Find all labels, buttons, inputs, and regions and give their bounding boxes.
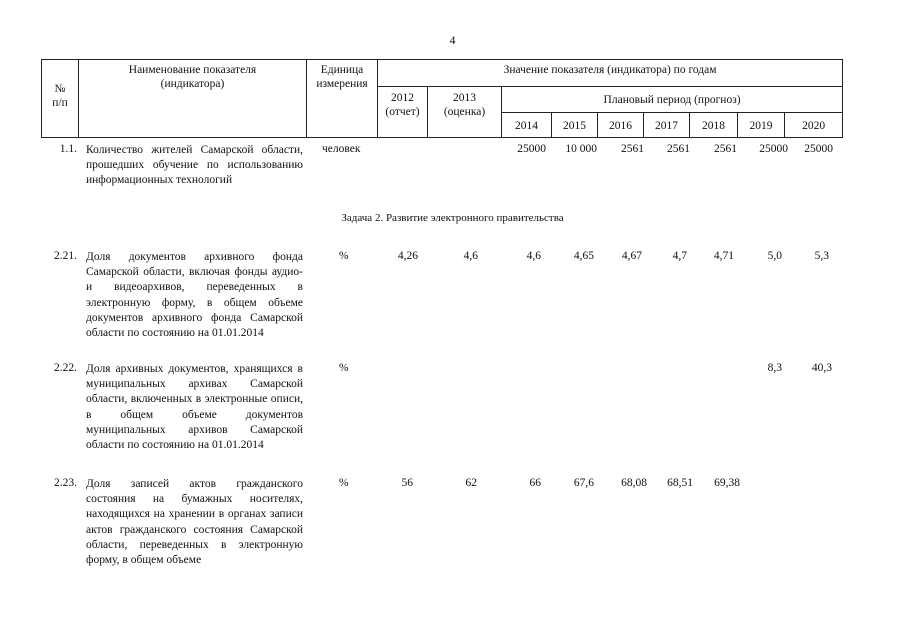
row-value-2019: 8,3 xyxy=(767,362,782,374)
row-code: 2.23. xyxy=(54,477,77,489)
header-year-2013: 2013 (оценка) xyxy=(428,87,502,138)
row-value-2020: 40,3 xyxy=(811,362,832,374)
row-name: Доля архивных документов, хранящихся в муниципальных архивах Самарской области, включенных в электронные описи, в общем объеме документов муниципальных архивов Самарской области по состоянию на 01.01.2014 xyxy=(86,363,303,452)
section-title: Задача 2. Развитие электронного правительства xyxy=(341,212,564,224)
page-number: 4 xyxy=(449,33,456,47)
row-value-2016: 68,08 xyxy=(621,477,647,489)
header-values-by-year: Значение показателя (индикатора) по годам xyxy=(378,60,843,87)
row-value-2013: 4,6 xyxy=(463,250,478,262)
row-value-2019: 5,0 xyxy=(767,250,782,262)
row-value-2017: 2561 xyxy=(667,143,690,155)
row-value-2012: 56 xyxy=(401,477,413,489)
row-value-2016: 2561 xyxy=(621,143,644,155)
header-year: 2014 xyxy=(502,113,552,138)
row-value-2013: 62 xyxy=(465,477,477,489)
header-no: № п/п xyxy=(42,60,79,138)
header-unit: Единица измерения xyxy=(307,60,378,138)
row-unit: % xyxy=(339,362,349,374)
row-name: Доля документов архивного фонда Самарской области, включая фонды аудио- и видеоархивов, переведенных в электронную форму, в общем объеме документов архивного фонда Самарской области по состоянию на 01.01.2014 xyxy=(86,251,303,340)
header-year-2012: 2012 (отчет) xyxy=(378,87,428,138)
row-value-2018: 4,71 xyxy=(713,250,734,262)
row-value-2014: 4,6 xyxy=(526,250,541,262)
row-value-2019: 25000 xyxy=(759,143,788,155)
row-value-2014: 66 xyxy=(529,477,541,489)
row-value-2018: 2561 xyxy=(714,143,737,155)
row-value-2014: 25000 xyxy=(517,143,546,155)
header-year: 2020 xyxy=(785,113,843,138)
row-value-2020: 25000 xyxy=(804,143,833,155)
row-value-2020: 5,3 xyxy=(814,250,829,262)
row-name: Доля записей актов гражданского состояния на бумажных носителях, находящихся на хранении в органах записи актов гражданского состояния Самарской области, переведенных в электронную форму, в общем объеме xyxy=(86,478,303,567)
row-value-2017: 4,7 xyxy=(672,250,687,262)
header-year: 2019 xyxy=(738,113,785,138)
row-name: Количество жителей Самарской области, прошедших обучение по использованию информационных технологий xyxy=(86,144,303,187)
row-value-2016: 4,67 xyxy=(621,250,642,262)
header-name: Наименование показателя (индикатора) xyxy=(79,60,307,138)
row-code: 2.21. xyxy=(54,250,77,262)
row-value-2012: 4,26 xyxy=(397,250,418,262)
row-value-2017: 68,51 xyxy=(667,477,693,489)
row-value-2015: 4,65 xyxy=(573,250,594,262)
row-unit: % xyxy=(339,477,349,489)
row-unit: % xyxy=(339,250,349,262)
header-year: 2018 xyxy=(690,113,738,138)
row-value-2015: 10 000 xyxy=(565,143,597,155)
row-value-2018: 69,38 xyxy=(714,477,740,489)
row-unit: человек xyxy=(322,143,361,155)
header-plan-period: Плановый период (прогноз) xyxy=(502,87,843,113)
header-year: 2017 xyxy=(644,113,690,138)
row-value-2015: 67,6 xyxy=(573,477,594,489)
header-year: 2015 xyxy=(552,113,598,138)
indicator-table-header xyxy=(41,59,843,138)
header-year: 2016 xyxy=(598,113,644,138)
row-code: 2.22. xyxy=(54,362,77,374)
row-code: 1.1. xyxy=(59,143,77,155)
